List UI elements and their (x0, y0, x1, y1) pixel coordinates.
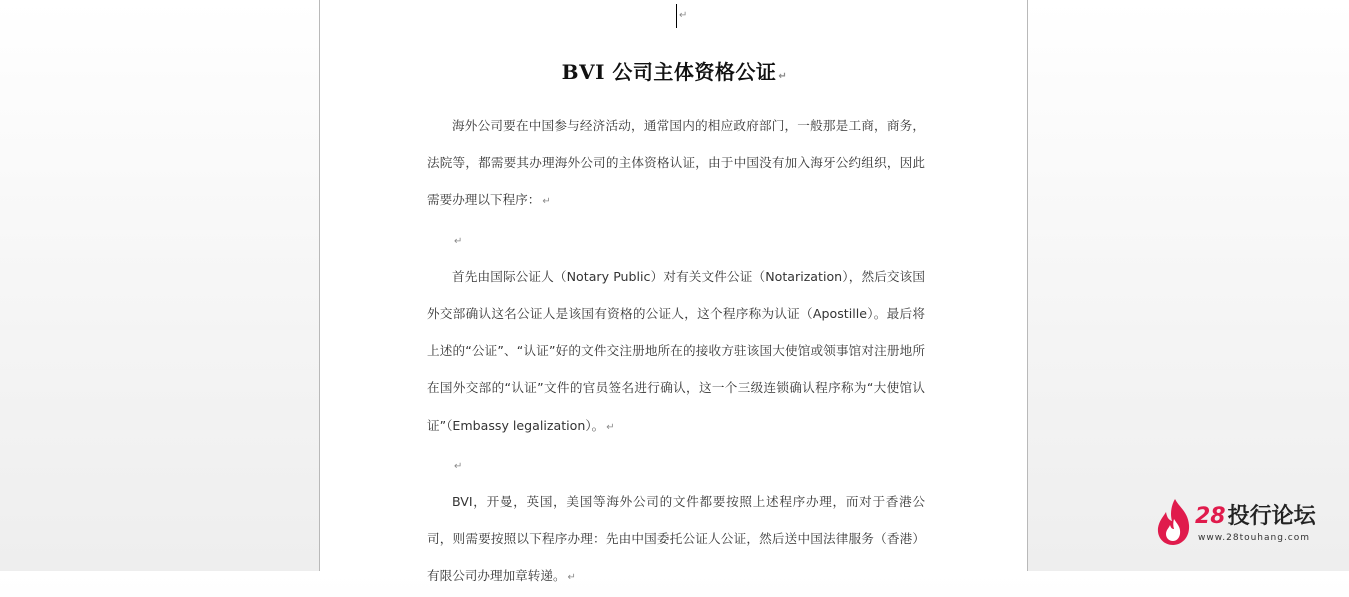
logo-url: www.28touhang.com (1198, 533, 1311, 543)
paragraph-mark: ↵ (542, 196, 551, 208)
body-paragraph-1[interactable] (427, 107, 925, 221)
body-paragraph-2[interactable] (427, 258, 925, 446)
logo-name: 投行论坛 (1227, 504, 1316, 529)
paragraph-text: BVI，开曼，英国，美国等海外公司的文件都要按照上述程序办理，而对于香港公司，则需要按照以下程序办理：先由中国委托公证人公证，然后送中国法律服务（香港）有限公司办理加章转递。 (427, 494, 925, 584)
empty-paragraph[interactable] (427, 446, 925, 483)
paragraph-text: 海外公司要在中国参与经济活动，通常国内的相应政府部门，一般那是工商，商务，法院等，都需要其办理海外公司的主体资格认证，由于中国没有加入海牙公约组织，因此需要办理以下程序： (427, 118, 925, 208)
empty-paragraph[interactable] (427, 221, 925, 258)
site-watermark-logo (1155, 497, 1325, 549)
paragraph-text: 首先由国际公证人（Notary Public）对有关文件公证（Notarization），然后交该国外交部确认这名公证人是该国有资格的公证人，这个程序称为认证（Apostille）。最后将上述的“公证”、“认证”好的文件交注册地所在的接收方驻该国大使馆或领事馆对注册地所在国外交部的“认证”文件的官员签名进行确认，这一个三级连锁确认程序称为“大使馆认证”（Embassy legalization）。 (427, 268, 925, 433)
paragraph-mark: ↵ (778, 71, 788, 82)
flame-icon (1155, 497, 1193, 547)
body-paragraph-3[interactable] (427, 483, 925, 597)
document-title[interactable] (320, 56, 1029, 85)
logo-wordmark (1195, 504, 1316, 530)
paragraph-mark: ↵ (567, 572, 576, 584)
text-cursor (676, 4, 677, 28)
paragraph-mark: ↵ (454, 460, 463, 472)
logo-number: 28 (1195, 504, 1226, 529)
paragraph-mark: ↵ (606, 421, 615, 433)
document-body[interactable] (427, 107, 925, 597)
document-title-text: BVI 公司主体资格公证 (561, 60, 777, 84)
paragraph-mark: ↵ (454, 235, 463, 247)
document-page[interactable] (319, 0, 1028, 584)
paragraph-mark: ↵ (679, 10, 688, 21)
